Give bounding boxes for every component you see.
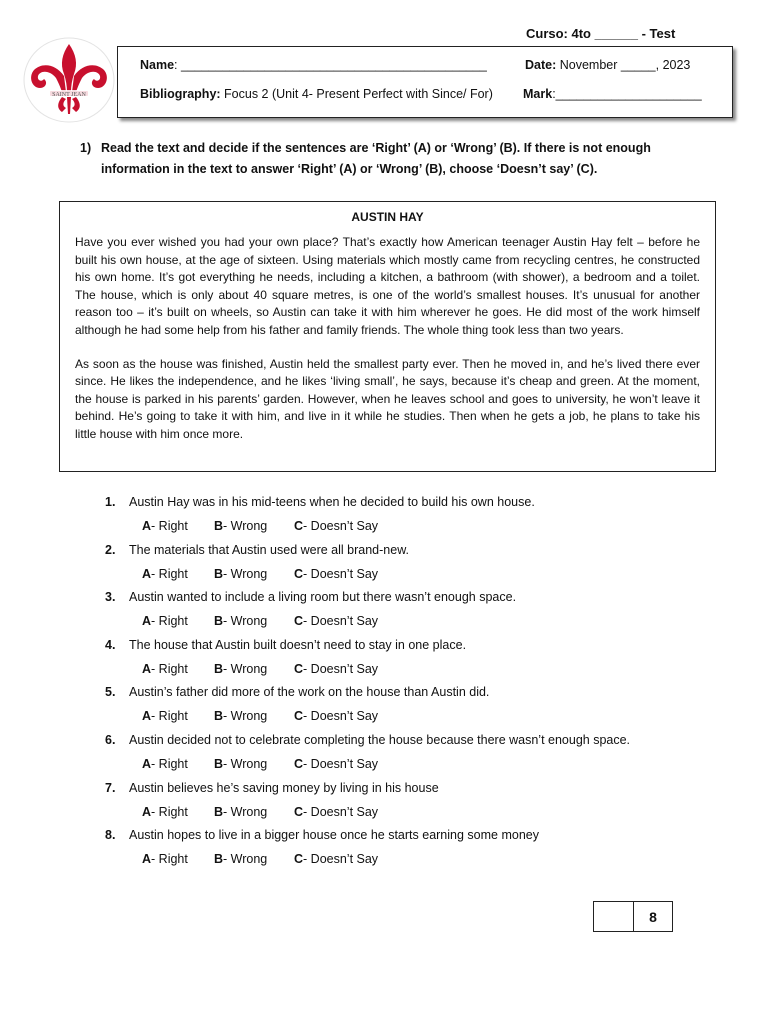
option-b[interactable]: B- Wrong xyxy=(214,661,268,676)
school-logo xyxy=(22,36,116,124)
exercise-number: 1) xyxy=(80,141,92,155)
option-a[interactable]: A- Right xyxy=(142,566,188,581)
question-text: Austin hopes to live in a bigger house once he starts earning some money xyxy=(129,828,539,843)
option-b[interactable]: B- Wrong xyxy=(214,709,268,724)
option-a[interactable]: A- Right xyxy=(142,614,188,629)
question-item xyxy=(105,828,705,876)
option-b[interactable]: B- Wrong xyxy=(214,519,268,533)
option-b[interactable]: B- Wrong xyxy=(214,756,268,771)
question-item xyxy=(105,781,705,829)
question-item xyxy=(105,685,705,733)
question-number: 5. xyxy=(105,685,116,700)
date-label: Date: xyxy=(525,58,557,72)
bibliography-value: Focus 2 (Unit 4- Present Perfect with Since/ For) xyxy=(220,87,493,101)
answer-options xyxy=(142,567,378,581)
question-item xyxy=(105,590,705,638)
answer-options xyxy=(142,852,378,866)
passage-title: AUSTIN HAY xyxy=(351,210,424,224)
question-number: 8. xyxy=(105,828,116,843)
exercise-instructions xyxy=(80,138,700,180)
question-text: Austin decided not to celebrate completing the house because there wasn’t enough space. xyxy=(129,732,631,747)
question-text: Austin believes he’s saving money by living in his house xyxy=(129,780,439,795)
svg-text:SAINT JEAN: SAINT JEAN xyxy=(52,92,86,98)
question-list xyxy=(105,495,705,876)
question-number: 6. xyxy=(105,732,116,747)
answer-options xyxy=(142,757,378,771)
score-box xyxy=(593,901,673,932)
mark-field[interactable] xyxy=(523,87,702,101)
question-text: The house that Austin built doesn’t need to stay in one place. xyxy=(129,637,467,652)
question-item xyxy=(105,638,705,686)
question-number: 3. xyxy=(105,590,116,605)
option-a[interactable]: A- Right xyxy=(142,756,188,771)
student-info-box xyxy=(117,46,733,118)
option-c[interactable]: C- Doesn’t Say xyxy=(294,804,379,819)
score-total: 8 xyxy=(633,902,672,931)
name-field[interactable] xyxy=(140,58,487,72)
option-c[interactable]: C- Doesn’t Say xyxy=(294,661,379,676)
question-text: Austin’s father did more of the work on the house than Austin did. xyxy=(129,685,490,700)
option-a[interactable]: A- Right xyxy=(142,519,188,533)
question-item xyxy=(105,543,705,591)
score-blank-cell[interactable] xyxy=(594,902,633,931)
question-number: 7. xyxy=(105,780,116,795)
option-a[interactable]: A- Right xyxy=(142,852,188,867)
mark-blank: :_____________________ xyxy=(552,87,702,101)
passage-paragraph-2: As soon as the house was finished, Austin held the smallest party ever. Then he moved in, and he’s lived there ever since. He likes the independence, and he likes ‘living small’, he says, because it’s cheap and green. At the moment, the house is parked in his parents’ garden. However, when he leaves school and goes to university, he won’t leave it behind. He’s going to take it with him, and live in it while he studies. Then when he gets a job, he plans to take his little house with him once more. xyxy=(75,356,700,441)
option-c[interactable]: C- Doesn’t Say xyxy=(294,852,379,867)
option-b[interactable]: B- Wrong xyxy=(214,804,268,819)
name-label: Name xyxy=(140,58,175,72)
answer-options xyxy=(142,662,378,676)
answer-options xyxy=(142,519,378,533)
date-field[interactable] xyxy=(525,58,690,72)
question-text: Austin wanted to include a living room but there wasn’t enough space. xyxy=(129,590,517,605)
bibliography-field xyxy=(140,87,493,101)
question-number: 4. xyxy=(105,637,116,652)
answer-options xyxy=(142,805,378,819)
mark-label: Mark xyxy=(523,87,553,101)
passage-paragraph-1: Have you ever wished you had your own place? That’s exactly how American teenager Austin Hay felt – before he built his own house, at the age of sixteen. Using materials which mostly came from recycling centres, he constructed his own home. It’s got everything he needs, including a kitchen, a bathroom (with shower), a bedroom and a toilet. The house, which is only about 40 square metres, is one of the world’s smallest houses. It’s unusual for another reason too – it’s built on wheels, so Austin can take it with him wherever he goes. He did most of the work himself although he had some help from his father and family friends. The whole thing took less than two years. xyxy=(75,235,700,337)
reading-passage xyxy=(59,201,716,472)
option-a[interactable]: A- Right xyxy=(142,661,188,676)
question-number: 2. xyxy=(105,542,116,557)
question-item xyxy=(105,733,705,781)
course-label: Curso: 4to ______ - Test xyxy=(526,26,676,41)
option-c[interactable]: C- Doesn’t Say xyxy=(294,756,379,771)
question-text: The materials that Austin used were all brand-new. xyxy=(129,542,410,557)
answer-options xyxy=(142,709,378,723)
option-b[interactable]: B- Wrong xyxy=(214,614,268,629)
option-c[interactable]: C- Doesn’t Say xyxy=(294,614,379,629)
date-value: November _____, 2023 xyxy=(556,58,691,72)
answer-options xyxy=(142,614,378,628)
instructions-text: Read the text and decide if the sentences are ‘Right’ (A) or ‘Wrong’ (B). If there is not enough information in the text to answer ‘Right’ (A) or ‘Wrong’ (B), choose ‘Doesn’t say’ (C). xyxy=(101,141,651,176)
option-a[interactable]: A- Right xyxy=(142,709,188,724)
name-blank: : ____________________________________________ xyxy=(174,58,487,72)
question-number: 1. xyxy=(105,495,116,509)
option-b[interactable]: B- Wrong xyxy=(214,852,268,867)
option-c[interactable]: C- Doesn’t Say xyxy=(294,519,379,533)
option-c[interactable]: C- Doesn’t Say xyxy=(294,566,379,581)
bibliography-label: Bibliography: xyxy=(140,87,221,101)
question-text: Austin Hay was in his mid-teens when he decided to build his own house. xyxy=(129,495,535,509)
option-c[interactable]: C- Doesn’t Say xyxy=(294,709,379,724)
option-b[interactable]: B- Wrong xyxy=(214,566,268,581)
question-item xyxy=(105,495,705,543)
option-a[interactable]: A- Right xyxy=(142,804,188,819)
